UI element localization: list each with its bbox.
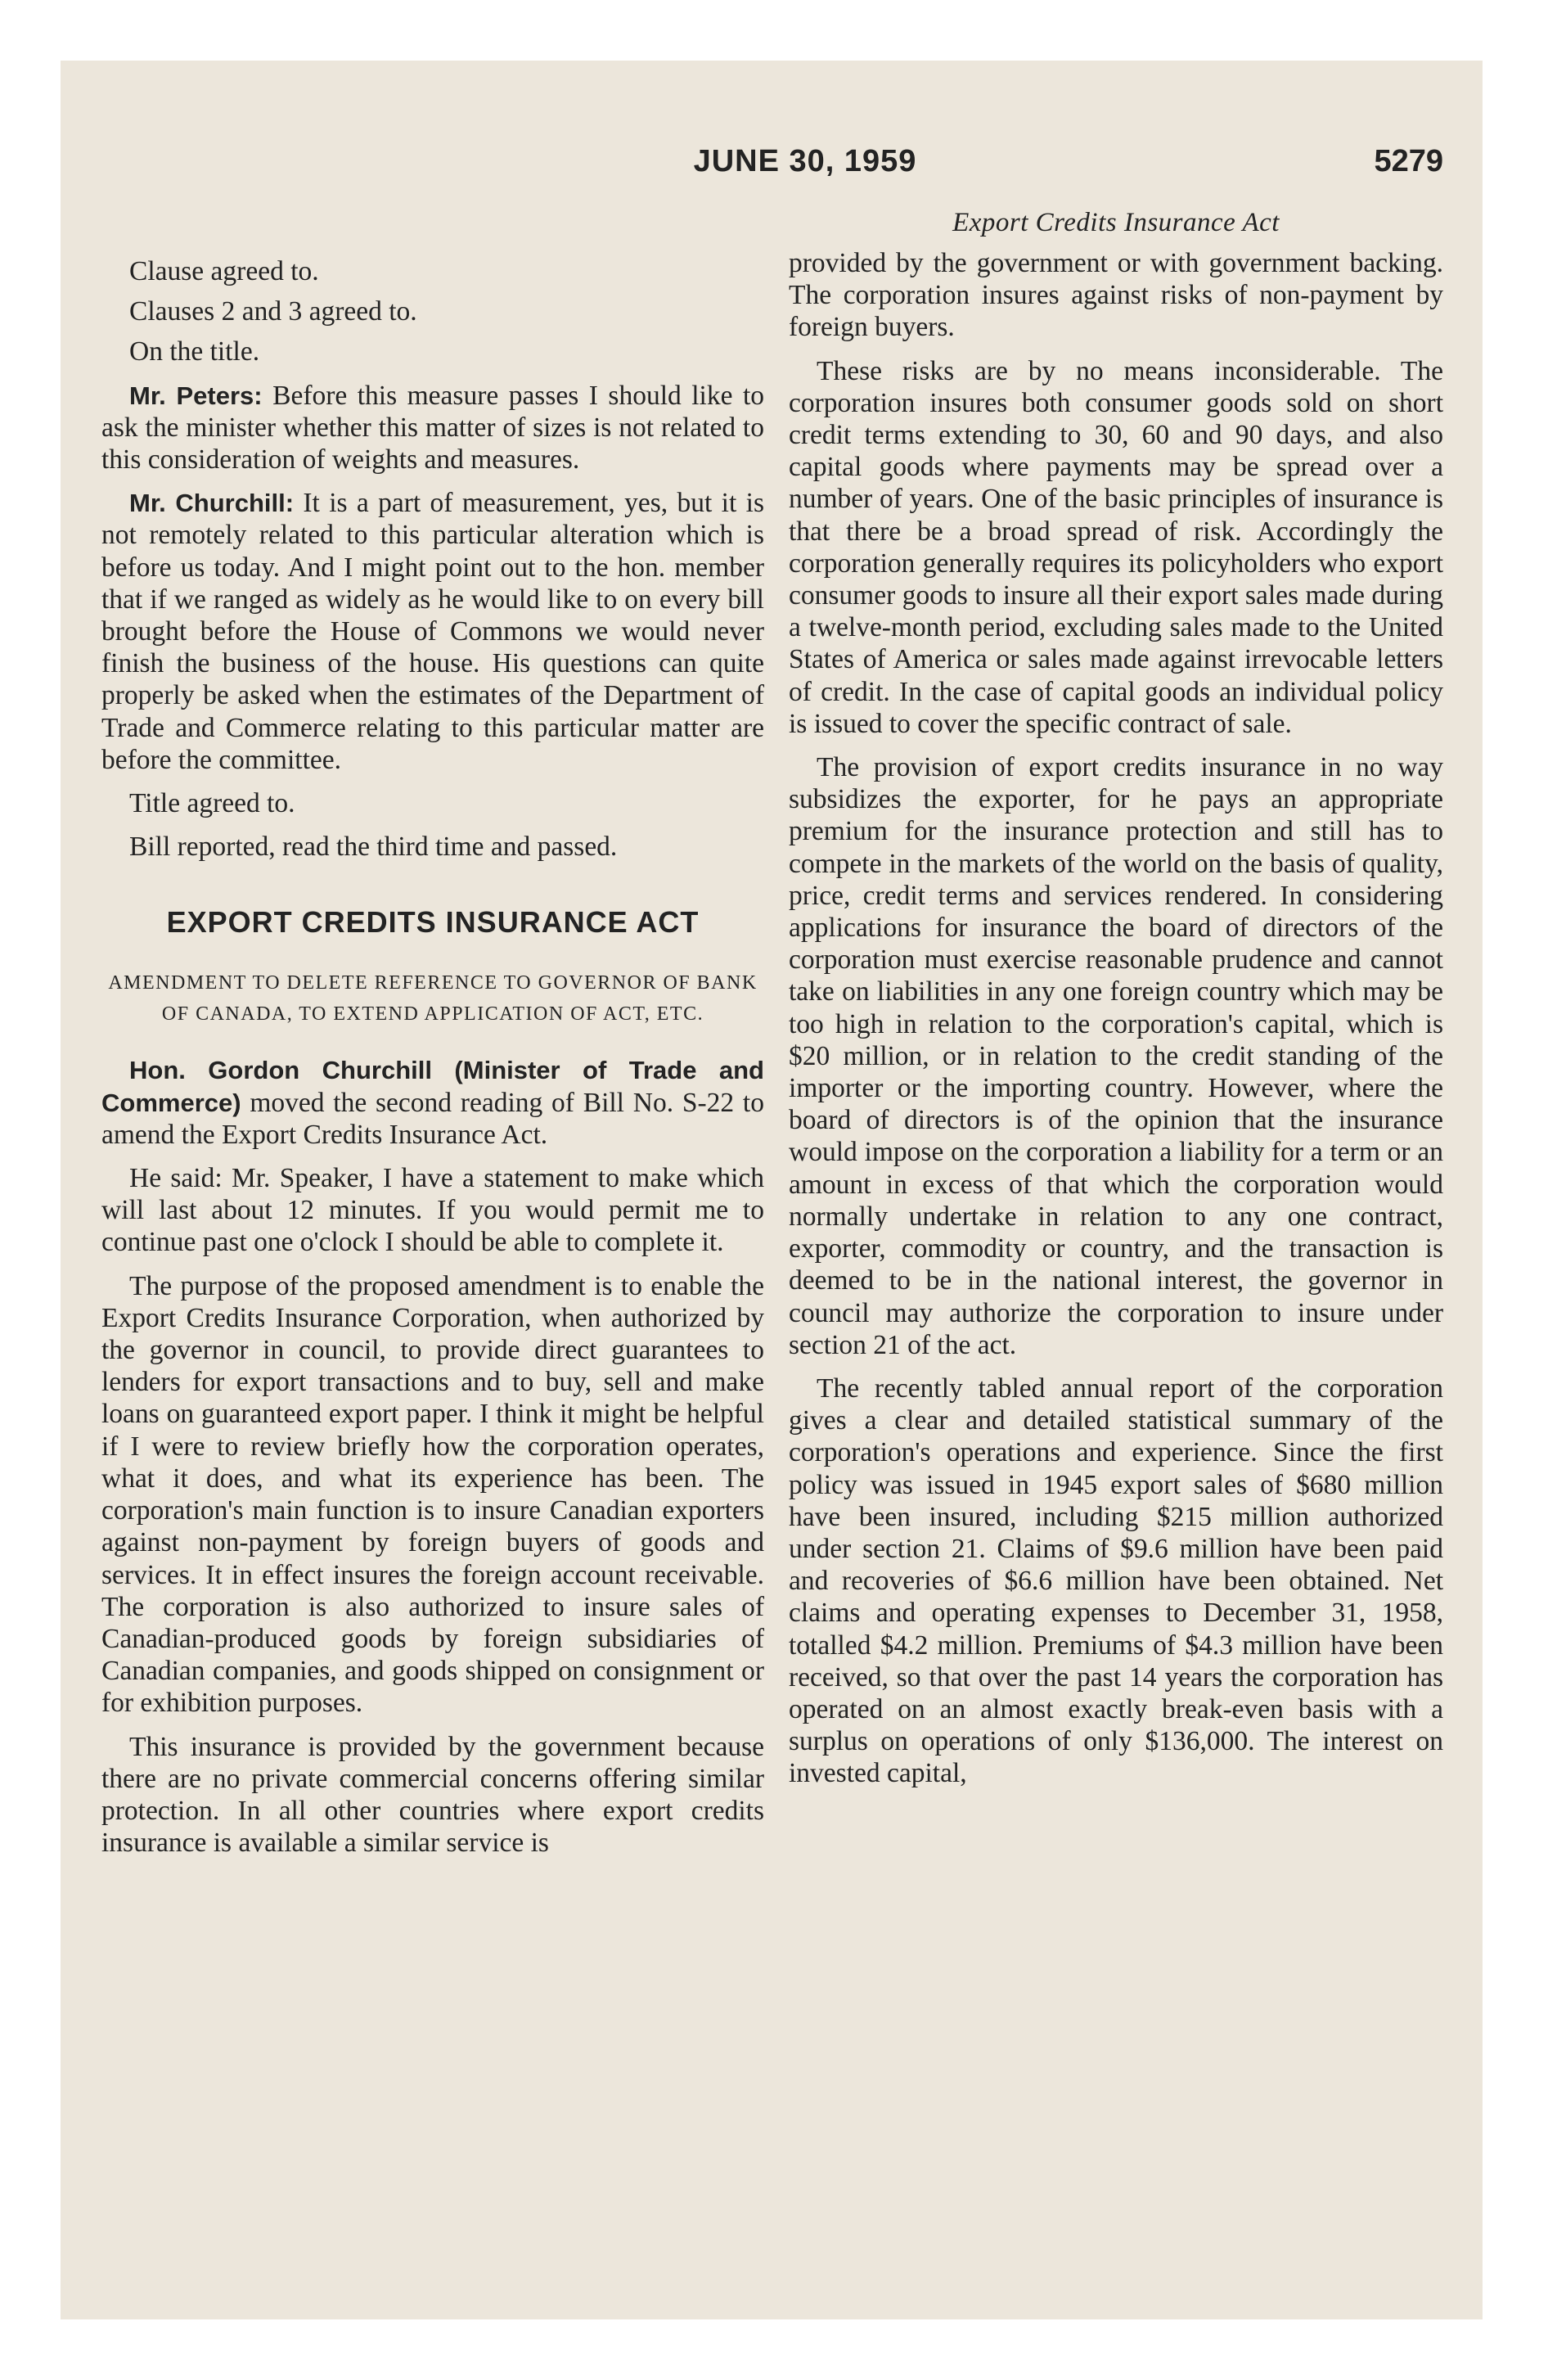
paragraph: This insurance is provided by the government because there are no private commercial concerns offering similar protection. In all other countries where export credits insurance is available a similar service is: [101, 1731, 764, 1859]
paragraph: [101, 487, 764, 776]
paragraph: [101, 1054, 764, 1151]
paragraph: Bill reported, read the third time and passed.: [129, 832, 618, 863]
paragraph: [101, 380, 764, 476]
speech-text: Before this measure passes I should like to ask the minister whether this matter of sizes is not related to this consideration of weights and measures.: [101, 380, 764, 476]
speech-text: It is a part of measurement, yes, but it is not remotely related to this particular alteration which is before us today. And I might point out to the hon. member that if we ranged as widely as he would like to on every bill brought before the House of Commons we would never finish the business of the house. His questions can quite properly be asked when the estimates of the Department of Trade and Commerce relating to this particular matter are before the committee.: [101, 488, 764, 775]
paragraph: Clause agreed to.: [129, 256, 319, 286]
paragraph: provided by the government or with government backing. The corporation insures against risks of non-payment by foreign buyers.: [789, 248, 1443, 343]
scanned-page: [61, 61, 1483, 2319]
header-page-number: 5279: [1374, 144, 1443, 178]
speaker-name: Mr. Peters:: [129, 381, 263, 410]
running-title: Export Credits Insurance Act: [952, 208, 1280, 237]
paragraph: On the title.: [129, 336, 260, 367]
speaker-name: Mr. Churchill:: [129, 489, 295, 518]
paragraph: The purpose of the proposed amendment is to enable the Export Credits Insurance Corporation, when authorized by the governor in council, to provide direct guarantees to lenders for export transactions and to buy, sell and make loans on guaranteed export paper. I think it might be helpful if I were to review briefly how the corporation operates, what it does, and what its experience has been. The corporation's main function is to insure Canadian exporters against non-payment by foreign buyers of goods and services. It in effect insures the foreign account receivable. The corporation is also authorized to insure sales of Canadian-produced goods by foreign subsidiaries of Canadian companies, and goods shipped on consignment or for exhibition purposes.: [101, 1270, 764, 1719]
page-header: [61, 144, 1483, 193]
paragraph: He said: Mr. Speaker, I have a statement to make which will last about 12 minutes. If you would permit me to continue past one o'clock I should be able to complete it.: [101, 1163, 764, 1258]
left-column: [101, 255, 764, 1870]
paragraph: Clauses 2 and 3 agreed to.: [129, 296, 417, 327]
right-column: [789, 206, 1443, 1801]
section-subheading: AMENDMENT TO DELETE REFERENCE TO GOVERNOR OF BANK OF CANADA, TO EXTEND APPLICATION OF ACT, ETC.: [108, 972, 758, 1025]
section-heading: EXPORT CREDITS INSURANCE ACT: [166, 905, 700, 940]
paragraph: These risks are by no means inconsiderable. The corporation insures both consumer goods sold on short credit terms extending to 30, 60 and 90 days, and also capital goods where payments may be spread over a number of years. One of the basic principles of insurance is that there be a broad spread of risk. Accordingly the corporation generally requires its policyholders who export consumer goods to insure all their export sales made during a twelve-month period, excluding sales made to the United States of America or sales made against irrevocable letters of credit. In the case of capital goods an individual policy is issued to cover the specific contract of sale.: [789, 355, 1443, 739]
speaker-name: Hon. Gordon Churchill (Minister of Trade and Commerce): [101, 1056, 764, 1117]
paragraph: The recently tabled annual report of the corporation gives a clear and detailed statistical summary of the corporation's operations and experience. Since the first policy was issued in 1945 export sales of $680 million have been insured, including $215 million authorized under section 21. Claims of $9.6 million have been paid and recoveries of $6.6 million have been obtained. Net claims and operating expenses to December 31, 1958, totalled $4.2 million. Premiums of $4.3 million have been received, so that over the past 14 years the corporation has operated on an almost exactly break-even basis with a surplus on operations of only $136,000. The interest on invested capital,: [789, 1373, 1443, 1789]
paragraph: The provision of export credits insurance in no way subsidizes the exporter, for he pays an appropriate premium for the insurance protection and still has to compete in the markets of the world on the basis of quality, price, credit terms and services rendered. In considering applications for insurance the board of directors of the corporation must exercise reasonable prudence and cannot take on liabilities in any one foreign country which may be too high in relation to the corporation's capital, which is $20 million, or in relation to the credit standing of the importer or the importing country. However, where the board of directors is of the opinion that the insurance would impose on the corporation a liability for a term or an amount in excess of that which the corporation would normally undertake in relation to any one contract, exporter, commodity or country, and the transaction is deemed to be in the national interest, the governor in council may authorize the corporation to insure under section 21 of the act.: [789, 752, 1443, 1360]
header-date: JUNE 30, 1959: [693, 144, 917, 178]
paragraph: Title agreed to.: [129, 788, 295, 819]
speech-text: moved the second reading of Bill No. S-22 to amend the Export Credits Insurance Act.: [101, 1087, 764, 1150]
